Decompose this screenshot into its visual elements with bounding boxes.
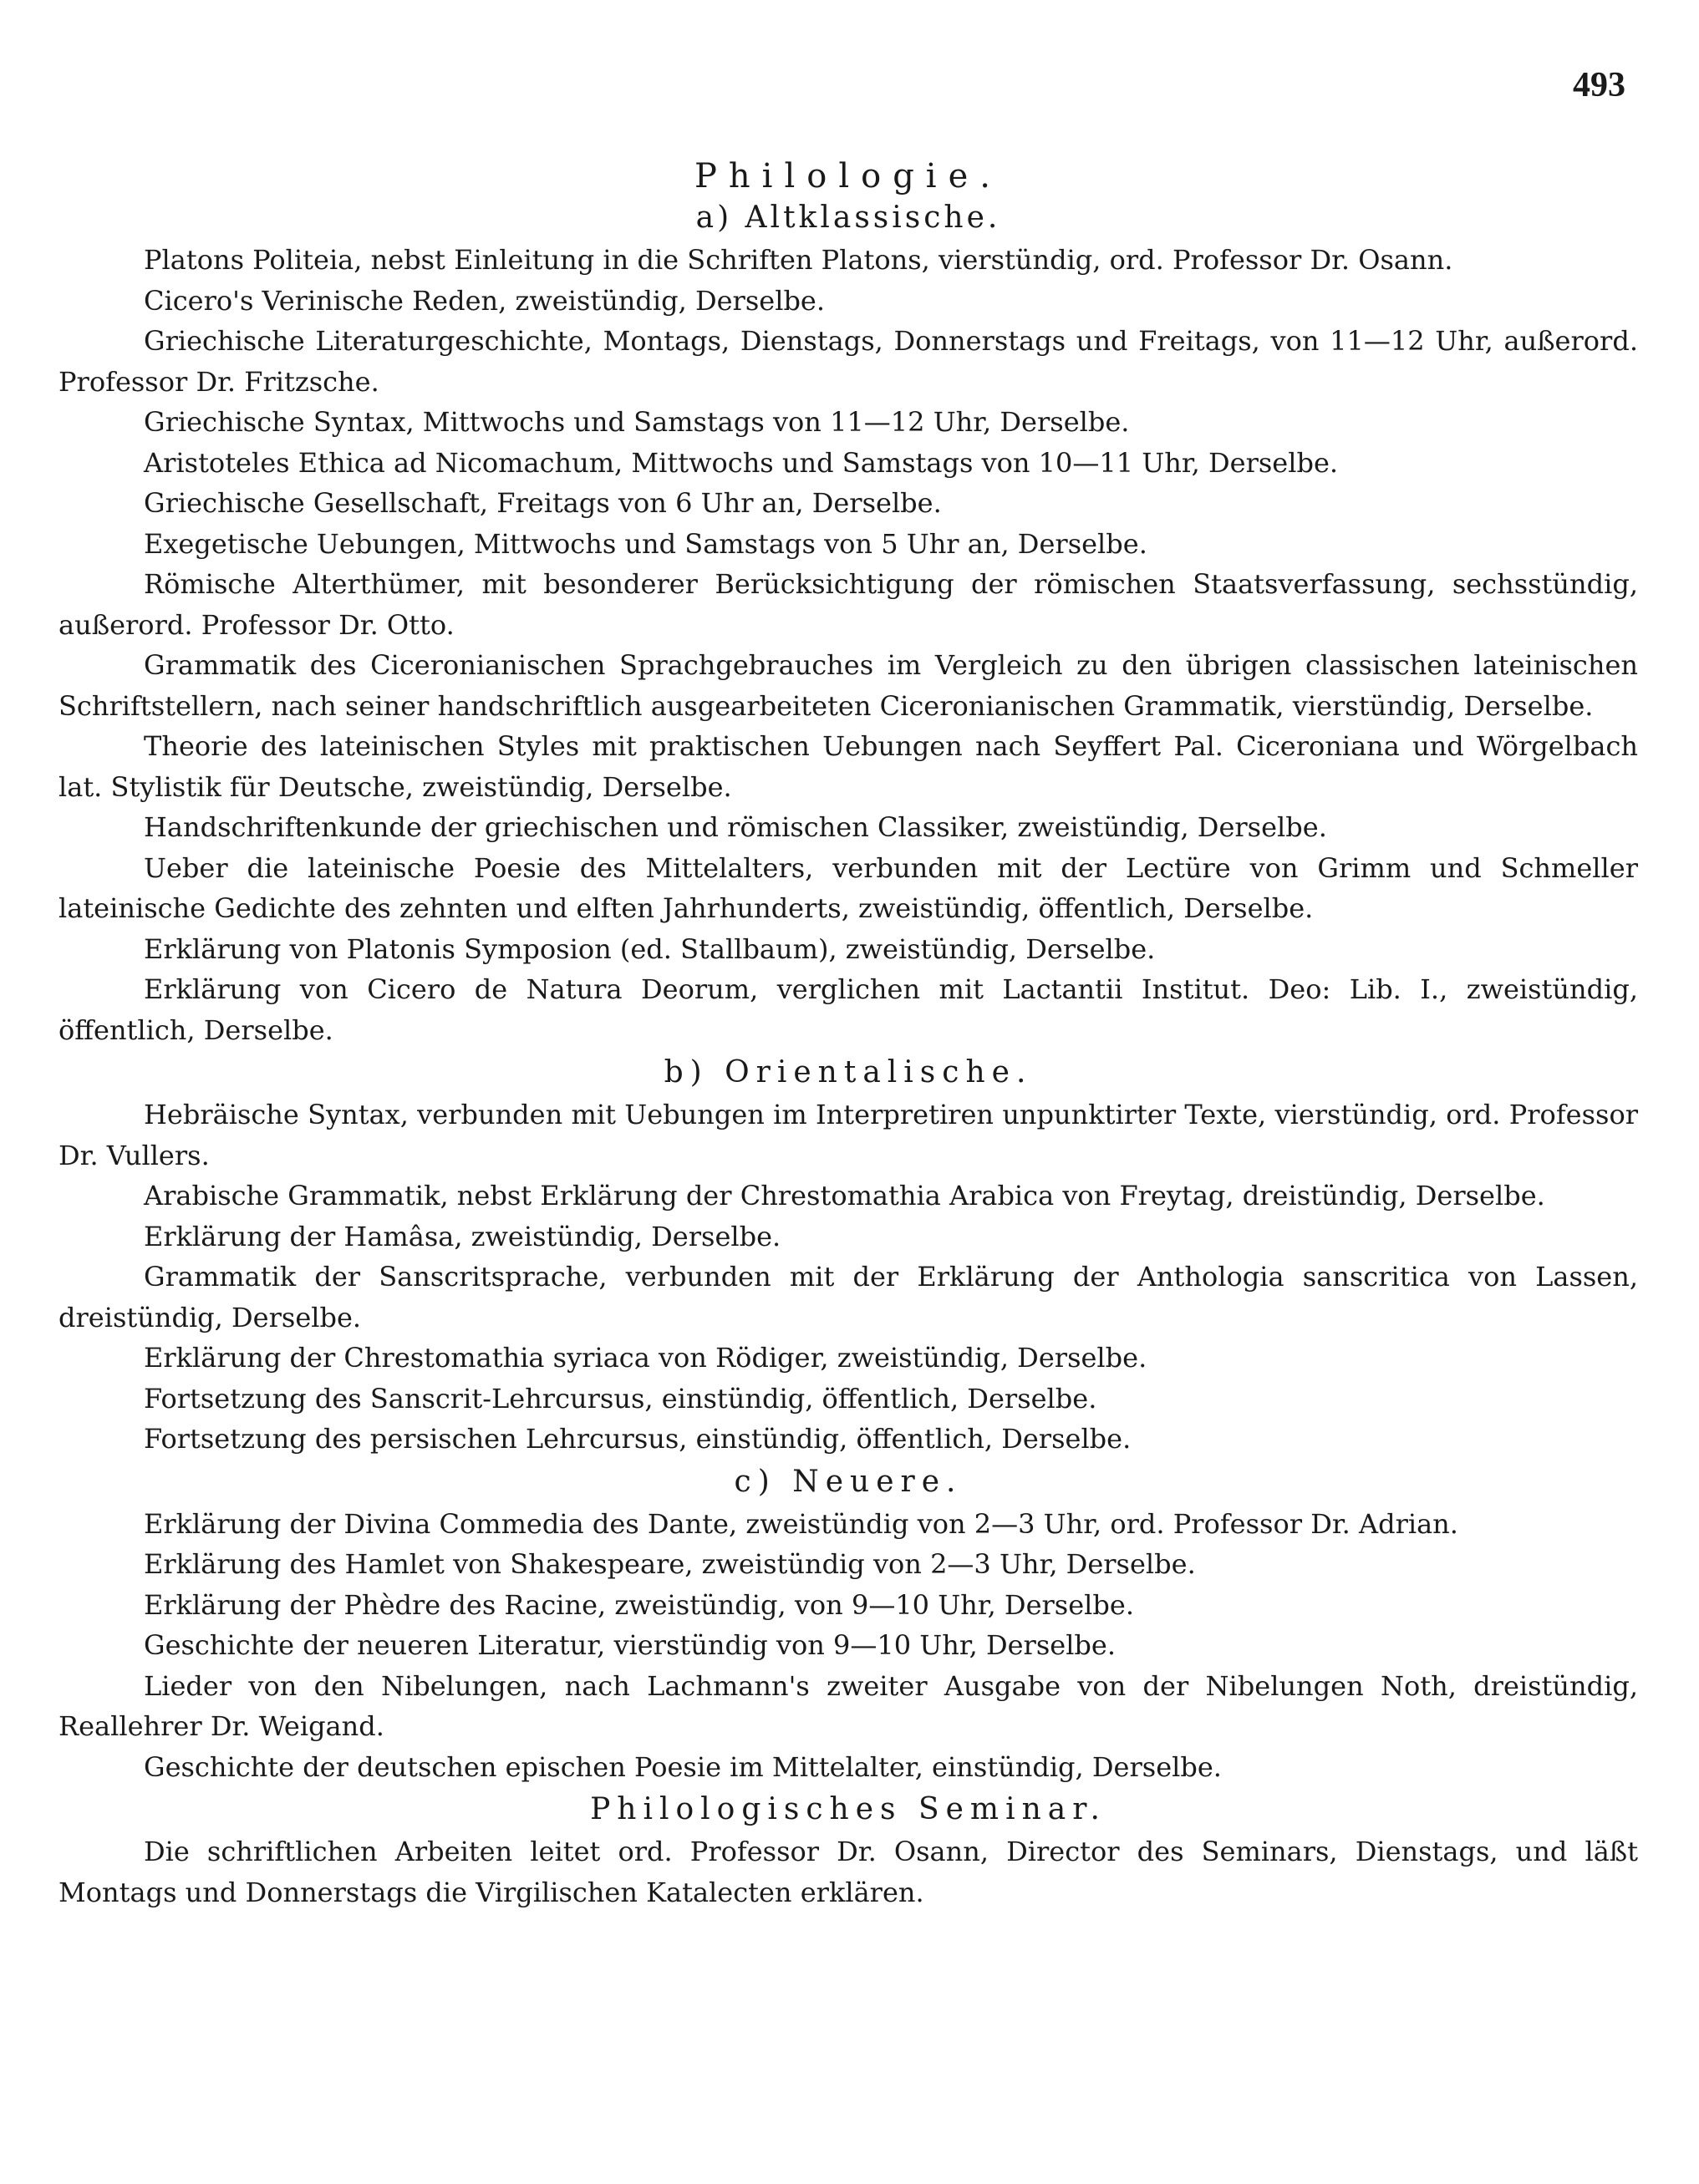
- course-entry: Erklärung von Cicero de Natura Deorum, verglichen mit Lactantii Institut. Deo: Lib. I., zweistündig, öffentlich, Derselbe.: [58, 973, 1638, 1046]
- course-entry: Erklärung der Phèdre des Racine, zweistündig, von 9—10 Uhr, Derselbe.: [144, 1588, 1134, 1621]
- seminar-heading: Philologisches Seminar.: [590, 1792, 1106, 1826]
- page-title: Philologie.: [694, 157, 1002, 196]
- section-heading: b) Orientalische.: [664, 1055, 1033, 1089]
- course-entry: Arabische Grammatik, nebst Erklärung der Chrestomathia Arabica von Freytag, dreistündig, Derselbe.: [144, 1180, 1545, 1211]
- section-altklassische: [58, 201, 1638, 1050]
- course-entry: Hebräische Syntax, verbunden mit Uebungen im Interpretiren unpunktirter Texte, vierstündig, ord. Professor Dr. Vullers.: [58, 1099, 1638, 1171]
- course-entry: Erklärung des Hamlet von Shakespeare, zweistündig von 2—3 Uhr, Derselbe.: [144, 1548, 1196, 1580]
- page-body: [58, 150, 1638, 1912]
- course-entry: Erklärung der Divina Commedia des Dante, zweistündig von 2—3 Uhr, ord. Professor Dr. Adrian.: [144, 1507, 1458, 1540]
- course-entry: Theorie des lateinischen Styles mit praktischen Uebungen nach Seyffert Pal. Ciceroniana und Wörgelbach lat. Stylistik für Deutsche, zweistündig, Derselbe.: [58, 730, 1638, 803]
- course-entry: Fortsetzung des persischen Lehrcursus, einstündig, öffentlich, Derselbe.: [144, 1423, 1132, 1455]
- course-entry: Fortsetzung des Sanscrit-Lehrcursus, einstündig, öffentlich, Derselbe.: [144, 1382, 1097, 1415]
- section-heading: c) Neuere.: [734, 1464, 963, 1499]
- section-neuere: [58, 1465, 1638, 1788]
- course-entry: Lieder von den Nibelungen, nach Lachmann's zweiter Ausgabe von der Nibelungen Noth, dreistündig, Reallehrer Dr. Weigand.: [58, 1669, 1638, 1742]
- course-entry: Griechische Literaturgeschichte, Montags, Dienstags, Donnerstags und Freitags, von 11—12 Uhr, außerord. Professor Dr. Fritzsche.: [58, 325, 1638, 398]
- course-entry: Geschichte der neueren Literatur, vierstündig von 9—10 Uhr, Derselbe.: [144, 1629, 1117, 1661]
- section-orientalische: [58, 1055, 1638, 1460]
- course-entry: Ueber die lateinische Poesie des Mittelalters, verbunden mit der Lectüre von Grimm und Schmeller lateinische Gedichte des zehnten und elften Jahrhunderts, zweistündig, öffentlich, Derselbe.: [58, 851, 1638, 924]
- course-entry: Erklärung der Hamâsa, zweistündig, Derselbe.: [144, 1220, 781, 1252]
- section-seminar: [58, 1792, 1638, 1912]
- course-entry: Griechische Gesellschaft, Freitags von 6 Uhr an, Derselbe.: [144, 487, 942, 519]
- course-entry: Grammatik des Ciceronianischen Sprachgebrauches im Vergleich zu den übrigen classischen lateinischen Schriftstellern, nach seiner handschriftlich ausgearbeiteten Ciceronianischen Grammatik, vierstündig, Derselbe.: [58, 649, 1638, 722]
- seminar-text: Die schriftlichen Arbeiten leitet ord. Professor Dr. Osann, Director des Seminars, Dienstags, und läßt Montags und Donnerstags die Virgilischen Katalecten erklären.: [58, 1836, 1638, 1908]
- course-entry: Handschriftenkunde der griechischen und römischen Classiker, zweistündig, Derselbe.: [144, 811, 1327, 843]
- course-entry: Geschichte der deutschen epischen Poesie im Mittelalter, einstündig, Derselbe.: [144, 1750, 1222, 1783]
- section-heading: a) Altklassische.: [695, 201, 1001, 235]
- page-number: 493: [1573, 66, 1625, 104]
- course-entry: Griechische Syntax, Mittwochs und Samstags von 11—12 Uhr, Derselbe.: [144, 406, 1130, 438]
- course-entry: Grammatik der Sanscritsprache, verbunden mit der Erklärung der Anthologia sanscritica von Lassen, dreistündig, Derselbe.: [58, 1261, 1638, 1333]
- course-entry: Erklärung der Chrestomathia syriaca von Rödiger, zweistündig, Derselbe.: [144, 1342, 1147, 1374]
- course-entry: Exegetische Uebungen, Mittwochs und Samstags von 5 Uhr an, Derselbe.: [144, 527, 1147, 560]
- course-entry: Platons Politeia, nebst Einleitung in die Schriften Platons, vierstündig, ord. Professor Dr. Osann.: [144, 244, 1453, 276]
- course-entry: Römische Alterthümer, mit besonderer Berücksichtigung der römischen Staatsverfassung, sechsstündig, außerord. Professor Dr. Otto.: [58, 568, 1638, 641]
- course-entry: Erklärung von Platonis Symposion (ed. Stallbaum), zweistündig, Derselbe.: [144, 932, 1156, 965]
- course-entry: Cicero's Verinische Reden, zweistündig, Derselbe.: [144, 284, 826, 317]
- course-entry: Aristoteles Ethica ad Nicomachum, Mittwochs und Samstags von 10—11 Uhr, Derselbe.: [144, 446, 1339, 479]
